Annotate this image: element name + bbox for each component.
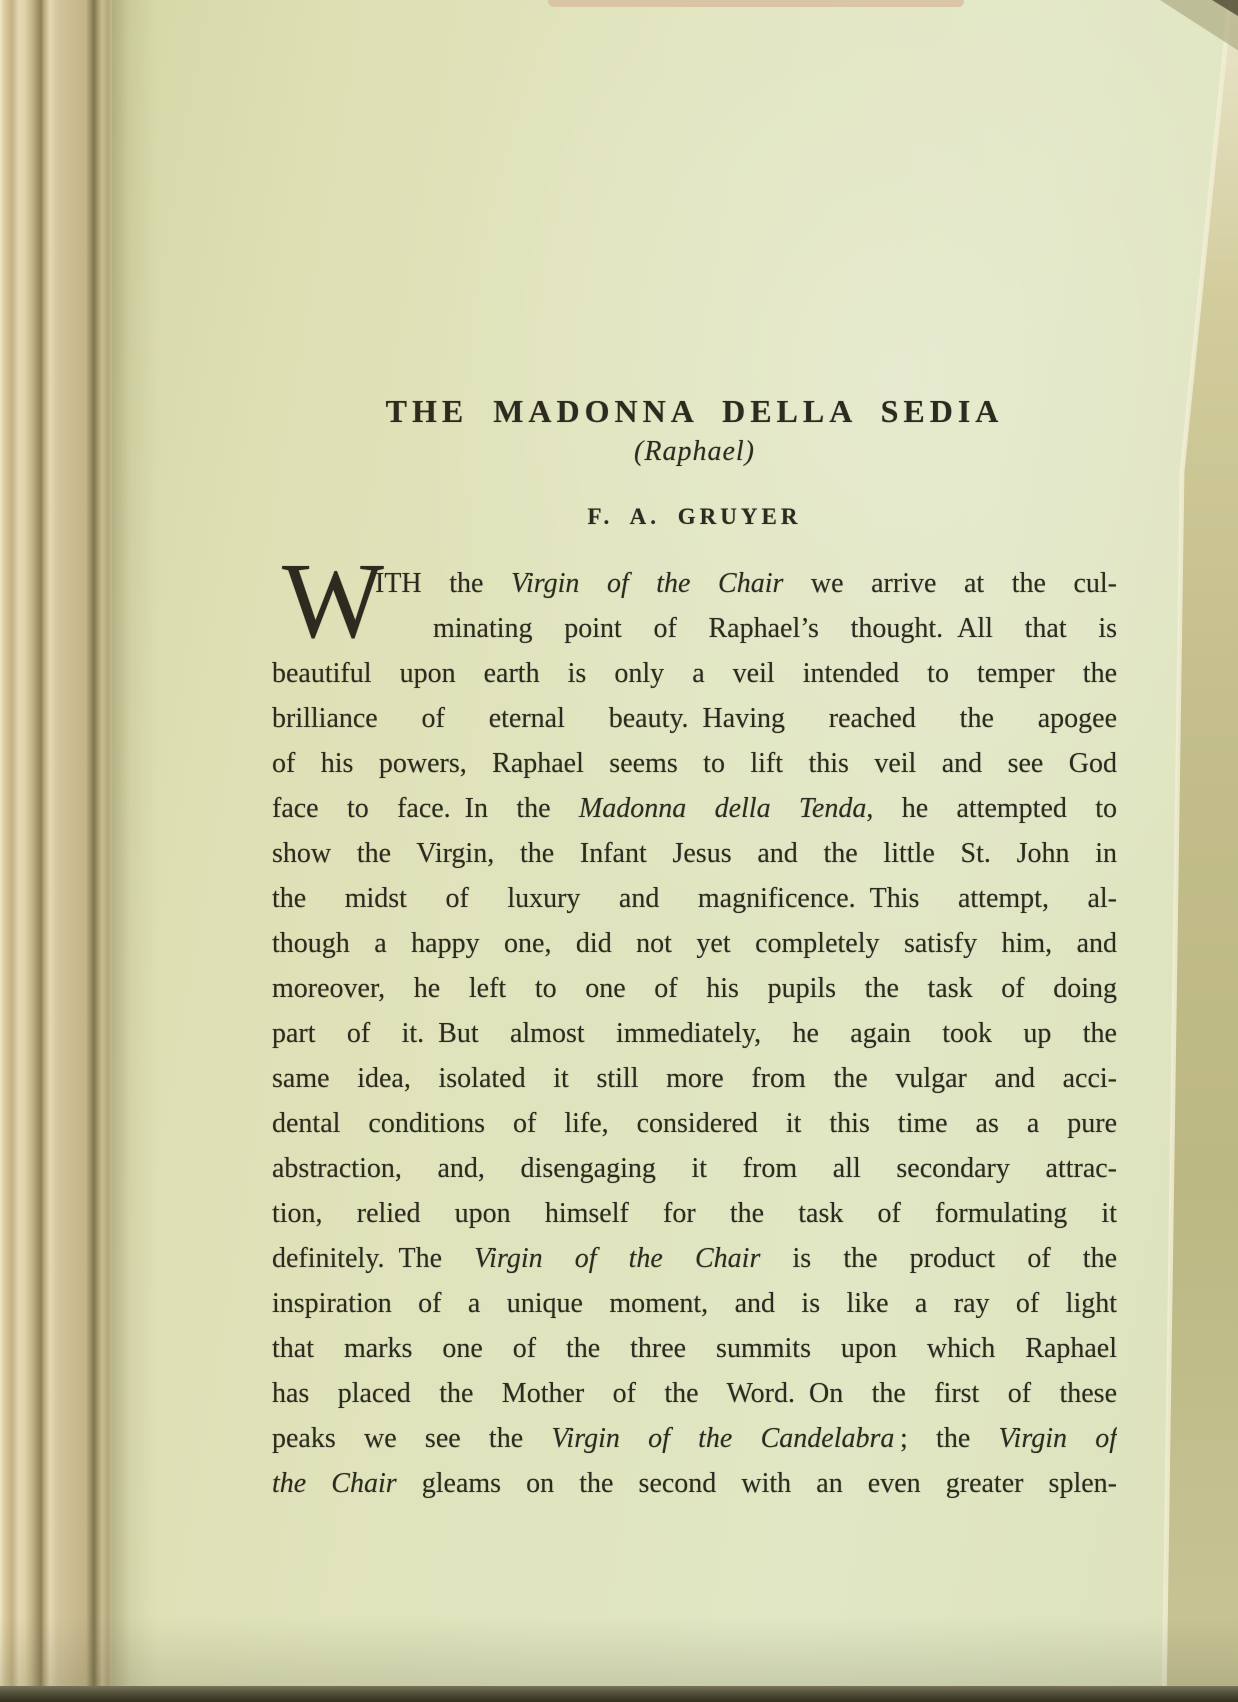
bottom-shade — [0, 1616, 1238, 1686]
drop-cap: W — [282, 542, 384, 661]
author-name: F. A. GRUYER — [587, 504, 802, 529]
body-line: show the Virgin, the Infant Jesus and the little St. John in — [272, 838, 1117, 869]
body-line: the Chair gleams on the second with an even greater splen- — [272, 1468, 1117, 1499]
body-line: inspiration of a unique moment, and is like a ray of light — [272, 1288, 1117, 1319]
chapter-title: THE MADONNA DELLA SEDIA — [385, 393, 1004, 429]
body-line: definitely. The Virgin of the Chair is the product of the — [272, 1243, 1117, 1274]
body-line: of his powers, Raphael seems to lift this veil and see God — [272, 748, 1117, 779]
body-line: face to face. In the Madonna della Tenda, he attempted to — [272, 793, 1117, 824]
chapter-subtitle: (Raphael) — [634, 436, 755, 467]
body-line: beautiful upon earth is only a veil intended to temper the — [272, 658, 1117, 689]
bottom-scan-bar — [0, 1686, 1238, 1702]
body-line: part of it. But almost immediately, he again took up the — [272, 1018, 1117, 1049]
body-line: brilliance of eternal beauty. Having reached the apogee — [272, 703, 1117, 734]
body-line: has placed the Mother of the Word. On the first of these — [272, 1378, 1117, 1409]
top-right-corner-shade — [1108, 0, 1238, 72]
body-line: dental conditions of life, considered it this time as a pure — [272, 1108, 1117, 1139]
body-text — [272, 542, 1117, 1506]
body-line: though a happy one, did not yet completely satisfy him, and — [272, 928, 1117, 959]
body-line: abstraction, and, disengaging it from all secondary attrac- — [272, 1153, 1117, 1184]
printed-page-content — [272, 0, 1117, 1506]
body-line: moreover, he left to one of his pupils the task of doing — [272, 973, 1117, 1004]
body-line: that marks one of the three summits upon which Raphael — [272, 1333, 1117, 1364]
body-line: minating point of Raphael’s thought. All that is — [433, 613, 1117, 644]
book-spine-page-edges — [0, 0, 112, 1702]
body-line: the midst of luxury and magnificence. This attempt, al- — [272, 883, 1117, 914]
body-line: peaks we see the Virgin of the Candelabra ; the Virgin of — [272, 1423, 1117, 1454]
gutter-shadow — [112, 0, 158, 1702]
body-line: ITH the Virgin of the Chair we arrive at the cul- — [375, 568, 1117, 599]
body-line: same idea, isolated it still more from the vulgar and acci- — [272, 1063, 1117, 1094]
body-line: tion, relied upon himself for the task of formulating it — [272, 1198, 1117, 1229]
